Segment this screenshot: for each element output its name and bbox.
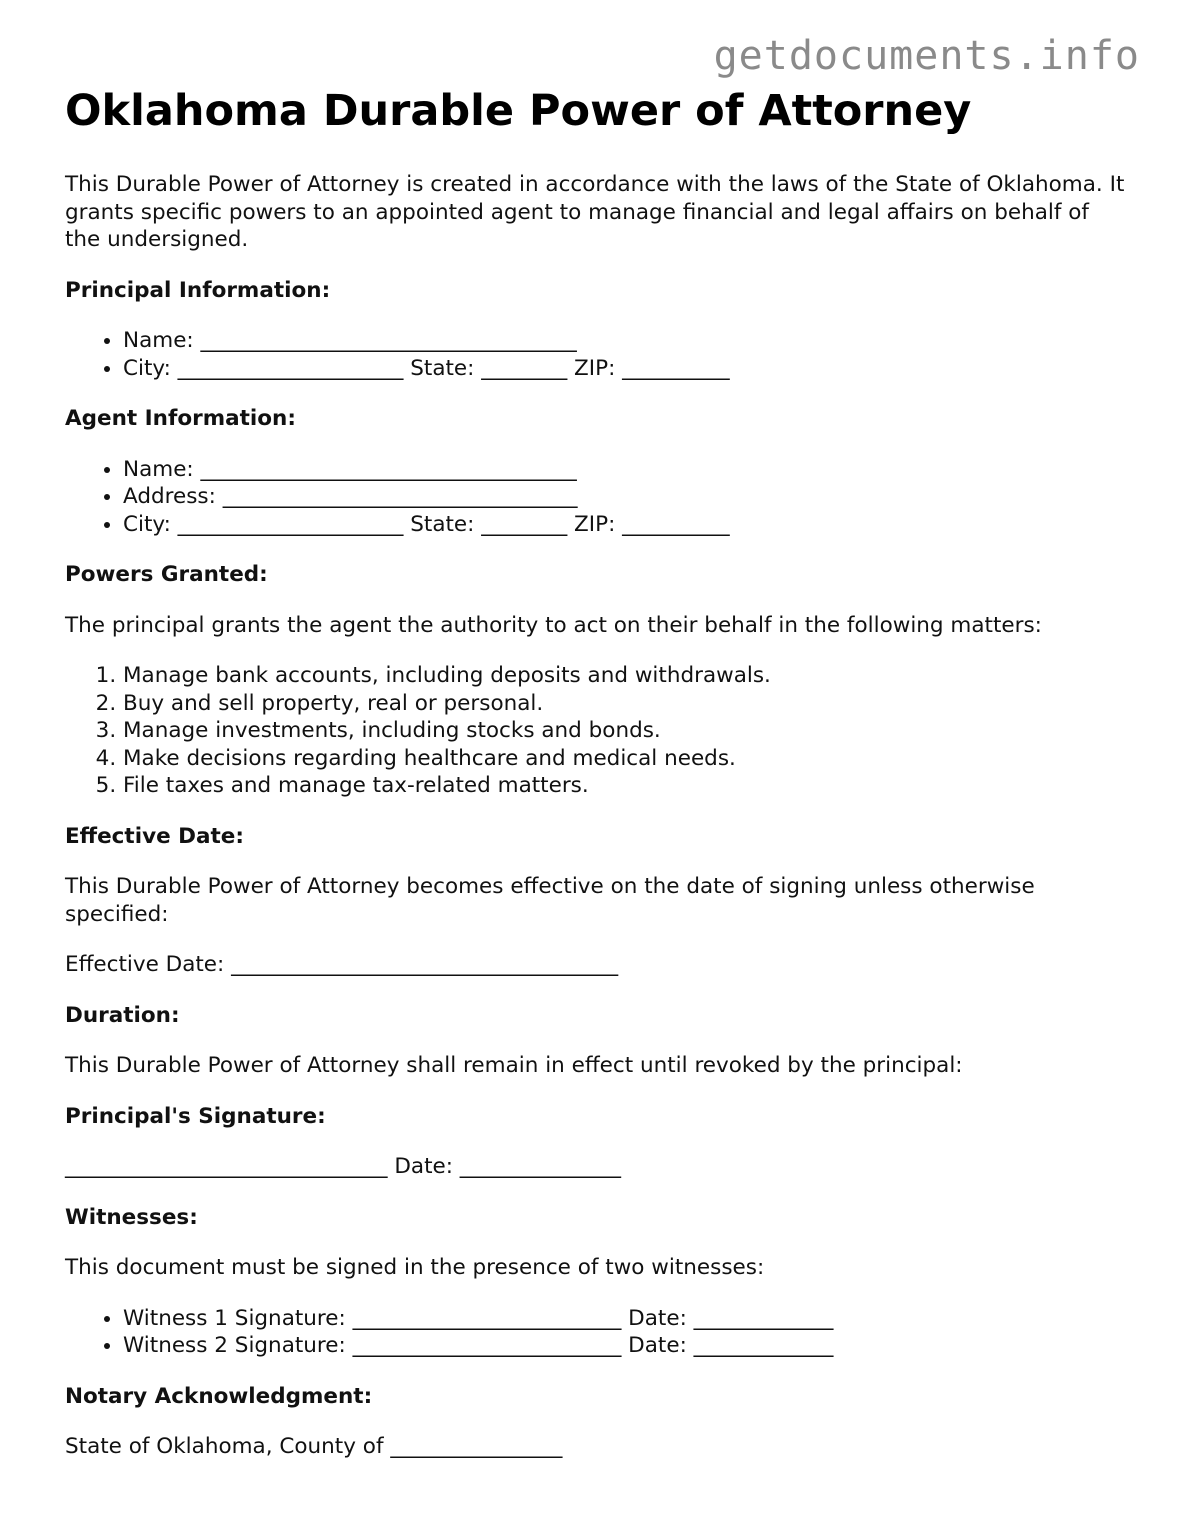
duration-text: This Durable Power of Attorney shall remain in effect until revoked by the principal: bbox=[65, 1053, 963, 1078]
agent-info-list bbox=[65, 456, 1125, 539]
powers-list bbox=[65, 662, 1125, 800]
notary-heading: Notary Acknowledgment: bbox=[65, 1383, 373, 1409]
agent-address-field[interactable]: • Address: _________________________________ bbox=[123, 483, 1125, 511]
powers-heading: Powers Granted: bbox=[65, 562, 268, 587]
agent-name-field[interactable]: • Name: ___________________________________ bbox=[123, 456, 1125, 484]
power-item: 5. File taxes and manage tax-related matters. bbox=[123, 772, 1125, 800]
effective-date-text: This Durable Power of Attorney becomes effective on the date of signing unless otherwise specified: bbox=[65, 874, 1035, 927]
principal-city-state-zip-field[interactable]: • City: _____________________ State: ________ ZIP: __________ bbox=[123, 355, 1125, 383]
principal-info-list bbox=[65, 327, 1125, 382]
witness-1-signature-field[interactable]: • Witness 1 Signature: _________________________ Date: _____________ bbox=[123, 1305, 1125, 1333]
power-item: 3. Manage investments, including stocks and bonds. bbox=[123, 717, 1125, 745]
witnesses-heading: Witnesses: bbox=[65, 1204, 198, 1230]
witnesses-text: This document must be signed in the presence of two witnesses: bbox=[65, 1255, 765, 1280]
principal-signature-field[interactable]: ______________________________ Date: _______________ bbox=[65, 1154, 622, 1179]
agent-info-heading: Agent Information: bbox=[65, 406, 296, 431]
notary-county-field[interactable]: State of Oklahoma, County of ________________ bbox=[65, 1434, 563, 1459]
principal-name-field[interactable]: • Name: ___________________________________ bbox=[123, 327, 1125, 355]
duration-heading: Duration: bbox=[65, 1002, 180, 1028]
effective-date-heading: Effective Date: bbox=[65, 823, 244, 849]
powers-text: The principal grants the agent the authority to act on their behalf in the following matters: bbox=[65, 612, 1042, 638]
effective-date-field[interactable]: Effective Date: ____________________________________ bbox=[65, 952, 619, 977]
watermark: getdocuments.info bbox=[713, 33, 1140, 79]
principal-signature-heading: Principal's Signature: bbox=[65, 1103, 326, 1129]
principal-info-heading: Principal Information: bbox=[65, 277, 331, 303]
witnesses-list bbox=[65, 1305, 1125, 1360]
witness-2-signature-field[interactable]: • Witness 2 Signature: _________________________ Date: _____________ bbox=[123, 1332, 1125, 1360]
power-item: 4. Make decisions regarding healthcare and medical needs. bbox=[123, 745, 1125, 773]
document-page bbox=[65, 84, 1125, 1461]
power-item: 1. Manage bank accounts, including deposits and withdrawals. bbox=[123, 662, 1125, 690]
agent-city-state-zip-field[interactable]: • City: _____________________ State: ________ ZIP: __________ bbox=[123, 511, 1125, 539]
intro-paragraph: This Durable Power of Attorney is created in accordance with the laws of the State of Oklahoma. It grants specific powers to an appointed agent to manage financial and legal affairs on behalf of the undersigned. bbox=[65, 172, 1125, 252]
document-title: Oklahoma Durable Power of Attorney bbox=[65, 86, 972, 136]
power-item: 2. Buy and sell property, real or personal. bbox=[123, 690, 1125, 718]
